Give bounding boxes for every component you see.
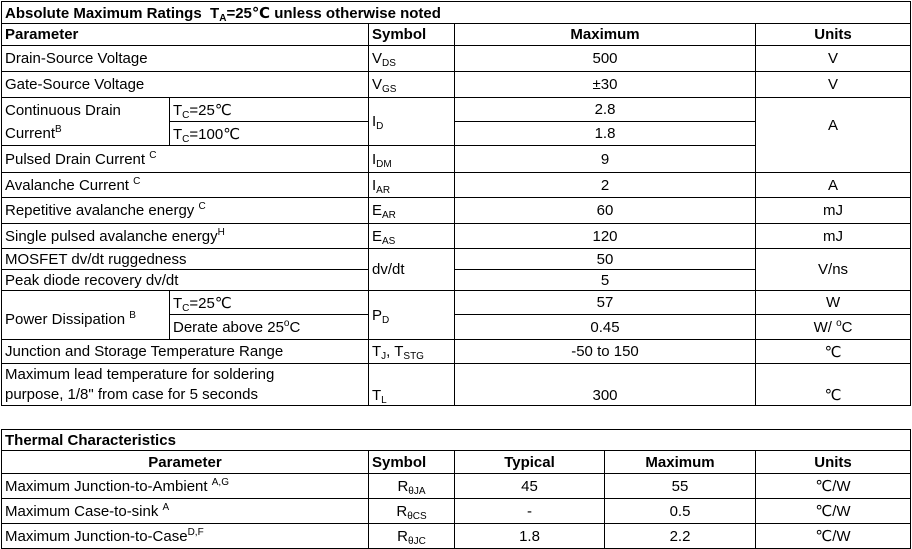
table-row: Derate above 25$^o$C 0.45 W/ $^o$C [2,315,911,340]
header-units: Units [756,24,911,46]
table-row: Continuous Drain Current$^B$ $T_C=25℃$ $I_D$ 2.8 A [2,98,911,122]
thermal-title: Thermal Characteristics [2,430,911,451]
table-row: Junction and Storage Temperature Range $T_J$, $T_{STG}$ -50 to 150 ℃ [2,340,911,364]
table-row: Maximum lead temperature for soldering purpose, 1/8" from case for 5 seconds $T_L$ 300 ℃ [2,364,911,406]
thermal-header-row: Parameter Symbol Typical Maximum Units [2,451,911,474]
table-row: Avalanche Current $^C$ $I_{AR}$ 2 A [2,173,911,198]
amr-title: Absolute Maximum Ratings $T_A=25℃$ unless otherwise noted [2,2,911,24]
thermal-characteristics-table [1,429,911,549]
absolute-maximum-ratings-table [1,1,911,406]
table-row: Power Dissipation $^B$ $T_C=25℃$ $P_D$ 57 W [2,291,911,315]
amr-header-row [2,24,911,46]
table-row: Repetitive avalanche energy $^C$ $E_{AR}$ 60 mJ [2,198,911,224]
header-symbol: Symbol [369,24,455,46]
table-row: Drain-Source Voltage $V_{DS}$ 500 V [2,46,911,72]
table-row: Single pulsed avalanche energy$^H$ $E_{AS}$ 120 mJ [2,224,911,249]
table-row: Gate-Source Voltage $V_{GS}$ ±30 V [2,72,911,98]
header-parameter: Parameter [2,24,369,46]
table-row: Maximum Junction-to-Ambient $^{A,G}$ $R_{\theta JA}$ 45 55 ℃/W [2,474,911,499]
table-row: MOSFET dv/dt ruggedness dv/dt 50 V/ns [2,249,911,270]
table-row: Maximum Junction-to-Case$^{D,F}$ $R_{\theta JC}$ 1.8 2.2 ℃/W [2,524,911,549]
header-maximum: Maximum [455,24,756,46]
table-row: Pulsed Drain Current $^C$ $I_{DM}$ 9 [2,146,911,173]
table-row: $T_C=100℃$ 1.8 [2,122,911,146]
table-row: Maximum Case-to-sink $^A$ $R_{\theta CS}$ - 0.5 ℃/W [2,499,911,524]
table-row: Peak diode recovery dv/dt 5 [2,270,911,291]
